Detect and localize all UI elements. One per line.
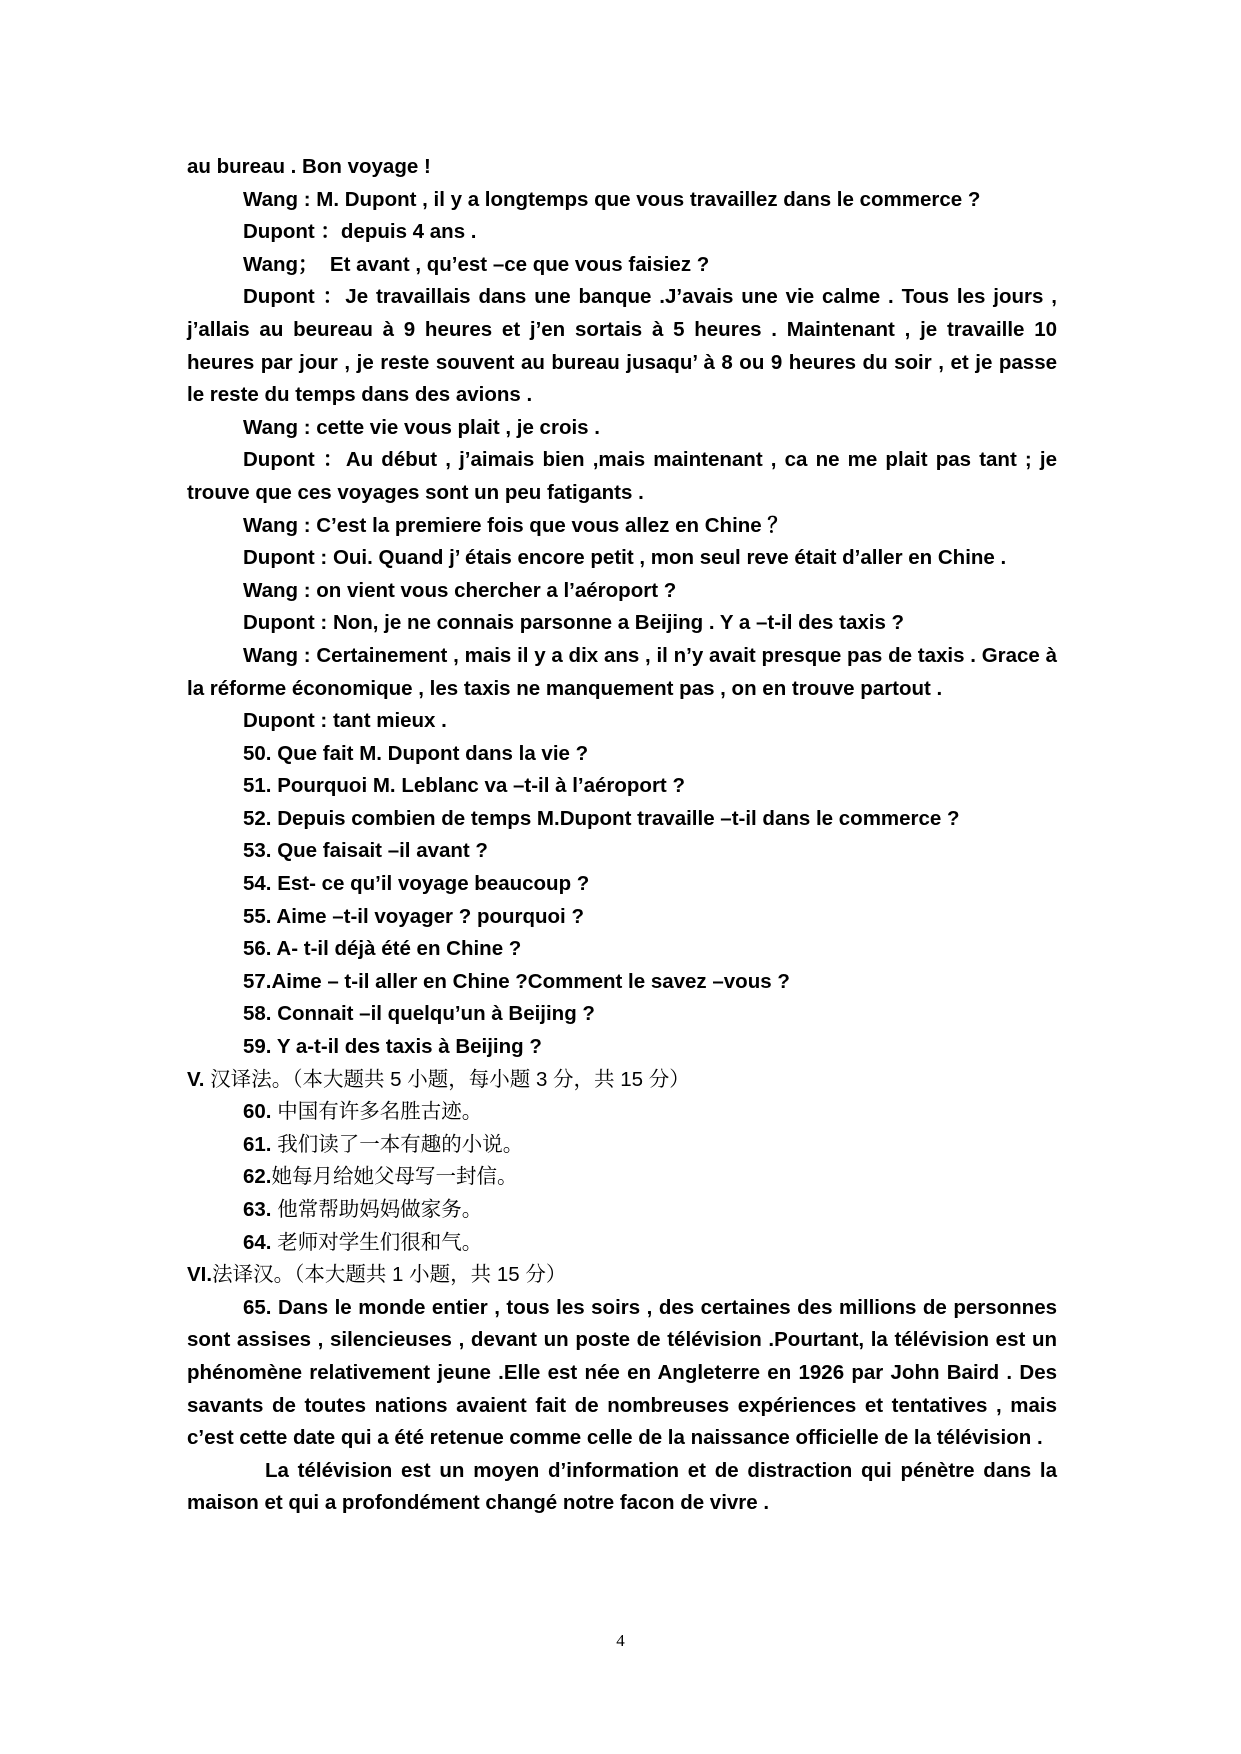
dialogue-line: Wang : on vient vous chercher a l’aéroport ?: [243, 578, 677, 602]
section-heading: [187, 1259, 1057, 1292]
dialogue-line: Dupont : tant mieux .: [243, 709, 447, 733]
item-text: 老师对学生们很和气。: [277, 1230, 483, 1254]
page-content: [187, 151, 1057, 1520]
question-item: 57.Aime – t-il aller en Chine ?Comment le savez –vous ?: [243, 969, 790, 993]
section-title: 法译汉。（本大题共 1 小题，共 15 分）: [212, 1263, 567, 1287]
item-text: 我们读了一本有趣的小说。: [277, 1132, 524, 1156]
dialogue-line: au bureau . Bon voyage !: [187, 155, 431, 178]
passage-paragraph: 65. Dans le monde entier , tous les soirs , des certaines des millions de personnes sont assises , silencieuses , devant un poste de télévision .Pourtant, la télévision est un phénomène relativement jeune .Elle est née en Angleterre en 1926 par John Baird . Des savants de toutes nations avaient fait de nombreuses expériences et tentatives , mais c’est cette date qui a été retenue comme celle de la naissance officielle de la télévision .: [187, 1295, 1057, 1450]
item-number: 60.: [243, 1100, 272, 1124]
page-number: 4: [616, 1631, 625, 1650]
dialogue-line: Wang : Certainement , mais il y a dix ans , il n’y avait presque pas de taxis . Grace à la réforme économique , les taxis ne manquement pas , on en trouve partout .: [187, 643, 1057, 700]
question-item: 58. Connait –il quelqu’un à Beijing ?: [243, 1002, 595, 1026]
translation-item: [187, 1227, 1057, 1260]
question-item: 50. Que fait M. Dupont dans la vie ?: [243, 741, 589, 765]
dialogue-line: Wang； Et avant , qu’est –ce que vous faisiez ?: [243, 252, 710, 276]
question-item: 56. A- t-il déjà été en Chine ?: [243, 937, 522, 961]
item-number: 61.: [243, 1132, 272, 1156]
section-heading: [187, 1064, 1057, 1097]
dialogue-line: Dupont : Oui. Quand j’ étais encore petit , mon seul reve était d’aller en Chine .: [243, 546, 1007, 570]
item-number: 62.: [243, 1165, 272, 1189]
question-item: 55. Aime –t-il voyager ? pourquoi ?: [243, 904, 584, 928]
question-item: 59. Y a-t-il des taxis à Beijing ?: [243, 1035, 542, 1059]
question-item: 53. Que faisait –il avant ?: [243, 839, 488, 863]
dialogue-line: Dupont : Non, je ne connais parsonne a Beijing . Y a –t-il des taxis ?: [243, 611, 905, 635]
item-number: 64.: [243, 1230, 272, 1254]
section-numeral: V.: [187, 1067, 205, 1091]
item-text: 中国有许多名胜古迹。: [277, 1100, 483, 1124]
section-title: 汉译法。（本大题共 5 小题，每小题 3 分，共 15 分）: [210, 1067, 690, 1091]
dialogue-line: Dupont ：depuis 4 ans .: [243, 220, 477, 244]
dialogue-line: Dupont ：Je travaillais dans une banque .J’avais une vie calme . Tous les jours , j’allais au beureau à 9 heures et j’en sortais à 5 heures . Maintenant , je travaille 10 heures par jour , je reste souvent au bureau jusaqu’ à 8 ou 9 heures du soir , et je passe le reste du temps dans des avions .: [187, 285, 1057, 407]
item-number: 63.: [243, 1198, 272, 1221]
translation-item: [187, 1129, 1057, 1162]
dialogue-line: Wang : cette vie vous plait , je crois .: [243, 415, 600, 439]
question-item: 52. Depuis combien de temps M.Dupont travaille –t-il dans le commerce ?: [243, 806, 960, 830]
question-item: 54. Est- ce qu’il voyage beaucoup ?: [243, 872, 590, 896]
translation-item: [187, 1194, 1057, 1227]
item-text: 他常帮助妈妈做家务。: [277, 1198, 483, 1221]
translation-item: [187, 1161, 1057, 1194]
translation-item: [187, 1096, 1057, 1129]
passage-paragraph: La télévision est un moyen d’information et de distraction qui pénètre dans la maison et qui a profondément changé notre facon de vivre .: [187, 1458, 1057, 1515]
dialogue-line: Dupont ：Au début , j’aimais bien ,mais maintenant , ca ne me plait pas tant ; je trouve que ces voyages sont un peu fatigants .: [187, 448, 1057, 504]
section-numeral: VI.: [187, 1263, 213, 1287]
question-item: 51. Pourquoi M. Leblanc va –t-il à l’aéroport ?: [243, 774, 685, 798]
dialogue-line: Wang : M. Dupont , il y a longtemps que vous travaillez dans le commerce ?: [243, 187, 981, 211]
dialogue-line: Wang : C’est la premiere fois que vous allez en Chine ？: [243, 513, 788, 537]
item-text: 她每月给她父母写一封信。: [271, 1165, 518, 1189]
